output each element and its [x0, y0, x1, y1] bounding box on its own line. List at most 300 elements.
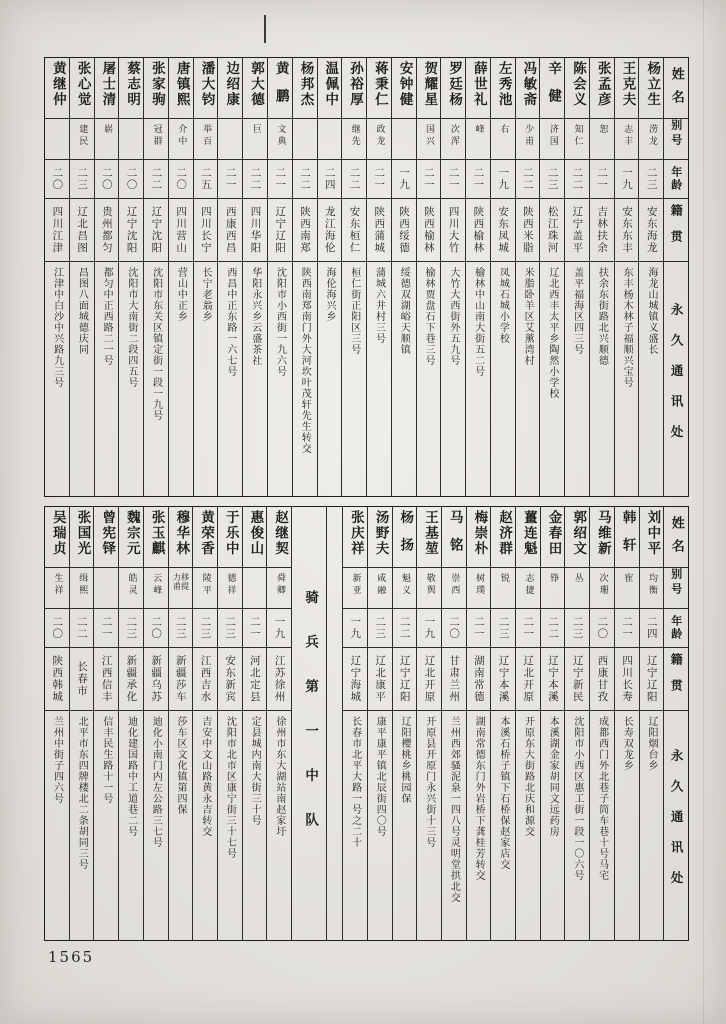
alias-cell	[639, 119, 663, 160]
native-place-cell	[70, 199, 94, 262]
address-cell-text: 本溪湖金家胡同文远药房	[547, 716, 559, 837]
alias-cell	[491, 568, 515, 609]
age-cell-text: 二一	[596, 167, 609, 191]
age-cell	[193, 609, 217, 648]
native-place-cell	[541, 648, 565, 711]
alias-cell-text: 继先	[349, 124, 360, 148]
directory-column	[168, 507, 193, 940]
age-cell	[393, 609, 417, 648]
native-place-cell-text: 陕西韩城	[51, 655, 64, 703]
native-place-cell-text: 江西信丰	[100, 655, 113, 703]
address-cell-text: 蒲城六井村三号	[373, 267, 385, 344]
address-cell-text: 榆林贾盘石下巷三号	[423, 267, 435, 366]
alias-cell	[640, 568, 664, 609]
alias-cell	[293, 119, 317, 160]
alias-cell-text: 崇西	[449, 573, 460, 597]
native-place-cell-text: 陕西榆林	[422, 206, 435, 254]
alias-cell	[565, 119, 589, 160]
age-cell-text: 一九	[497, 167, 510, 191]
name-cell	[94, 507, 118, 568]
name-cell	[516, 507, 540, 568]
alias-cell	[417, 119, 441, 160]
directory-table	[44, 57, 689, 941]
age-cell-text: 二三	[174, 616, 187, 640]
age-cell	[268, 160, 292, 199]
directory-column	[366, 58, 391, 496]
native-place-cell	[640, 648, 664, 711]
directory-column	[416, 507, 441, 940]
name-cell-text: 薛世礼	[470, 61, 487, 108]
alias-cell	[466, 119, 490, 160]
native-place-cell-text: 辽北昌图	[76, 206, 89, 254]
age-cell	[367, 160, 391, 199]
age-cell-text: 二二	[75, 616, 88, 640]
name-cell-text: 曾宪铎	[99, 510, 116, 557]
address-cell-text: 北平市东四牌楼北二条胡同三号	[76, 716, 88, 870]
address-cell	[70, 262, 94, 496]
name-cell	[267, 507, 291, 568]
name-cell	[392, 58, 416, 119]
name-cell-text: 梅崇朴	[471, 510, 488, 557]
header-name	[664, 58, 688, 119]
native-place-cell-text: 辽宁新民	[571, 655, 584, 703]
directory-column	[515, 58, 540, 496]
address-cell	[441, 262, 465, 496]
name-cell-text: 魏宗元	[123, 510, 140, 557]
age-cell	[516, 160, 540, 199]
directory-column	[392, 507, 417, 940]
alias-cell-text: 次珊	[597, 573, 608, 597]
age-cell	[70, 609, 94, 648]
native-place-cell	[218, 648, 242, 711]
native-place-cell	[516, 648, 540, 711]
name-cell-text: 黄鹏	[272, 61, 289, 116]
name-cell-text: 罗廷杨	[446, 61, 463, 108]
header-column	[663, 507, 688, 940]
name-cell	[218, 507, 242, 568]
address-cell-text: 沈阳市小西街一九六号	[274, 267, 286, 377]
name-cell-text: 刘中平	[644, 510, 661, 557]
address-cell	[194, 262, 218, 496]
name-cell-text: 王基堃	[422, 510, 438, 557]
address-cell-text: 江津中白沙中兴路九三号	[51, 267, 63, 388]
name-cell	[393, 507, 417, 568]
header-native-place	[664, 199, 688, 262]
native-place-cell	[268, 199, 292, 262]
name-cell-text: 左秀池	[495, 61, 512, 108]
address-cell-text: 营山中正乡	[175, 267, 187, 322]
directory-column	[539, 58, 564, 496]
header-native-place	[664, 648, 688, 711]
native-place-cell	[565, 648, 589, 711]
alias-cell	[144, 568, 168, 609]
address-cell	[193, 711, 217, 940]
age-cell	[243, 609, 267, 648]
address-cell-text: 昌图八面城德庆同	[76, 267, 88, 355]
native-place-cell	[293, 199, 317, 262]
native-place-cell	[343, 648, 367, 711]
address-cell-text: 榆林中山南大街五二号	[472, 267, 484, 377]
native-place-cell-text: 江苏徐州	[273, 655, 286, 703]
native-place-cell	[144, 199, 168, 262]
name-cell	[169, 58, 193, 119]
alias-cell-text: 峰	[473, 124, 484, 136]
age-cell	[218, 160, 242, 199]
native-place-cell	[639, 199, 663, 262]
age-cell	[441, 160, 465, 199]
address-cell	[442, 711, 466, 940]
directory-column	[193, 58, 218, 496]
name-cell-text: 张国光	[74, 510, 91, 557]
address-cell-text: 康平康平镇北辰街四〇号	[374, 716, 386, 837]
directory-column	[638, 58, 663, 496]
address-cell	[169, 711, 193, 940]
name-cell-text: 于乐中	[222, 510, 239, 557]
age-cell	[169, 160, 193, 199]
native-place-cell	[119, 648, 143, 711]
native-place-cell	[393, 648, 417, 711]
address-cell	[417, 711, 441, 940]
age-cell	[640, 609, 664, 648]
directory-column	[564, 58, 589, 496]
address-cell	[45, 262, 69, 496]
page-number: 1565	[48, 948, 95, 966]
name-cell-text: 边绍康	[223, 61, 240, 108]
name-cell-text: 杨扬	[397, 510, 414, 565]
age-cell	[466, 160, 490, 199]
native-place-cell-text: 四川营山	[175, 206, 188, 254]
age-cell-text: 二二	[521, 167, 534, 191]
age-cell	[590, 160, 614, 199]
address-cell-text: 开原县开原门永兴街十三号	[423, 716, 435, 848]
address-cell-text: 徐州市东大湖站南赵家圩	[273, 716, 285, 837]
name-cell	[540, 58, 564, 119]
age-cell-text: 二〇	[150, 616, 163, 640]
age-cell	[491, 609, 515, 648]
name-cell	[218, 58, 242, 119]
name-cell	[119, 507, 143, 568]
alias-cell-text: 树璞	[474, 573, 485, 597]
alias-cell-text: 丛	[572, 573, 583, 585]
age-cell	[70, 160, 94, 199]
native-place-cell	[442, 648, 466, 711]
address-cell-text: 辽阳樱桃乡桃园保	[399, 716, 410, 804]
directory-column	[367, 507, 392, 940]
name-cell-text: 薑连魁	[520, 510, 537, 557]
age-cell-text: 二一	[447, 167, 460, 191]
alias-cell-text: 少甫	[523, 124, 534, 148]
native-place-cell	[590, 648, 614, 711]
directory-column	[540, 507, 565, 940]
header-age-text: 年龄	[669, 615, 683, 641]
address-cell	[94, 711, 118, 940]
address-cell-text: 本溪石桥子镇下石桥保赵家店交	[497, 716, 509, 870]
address-cell-text: 迪化建国路中工道巷二号	[125, 716, 137, 837]
directory-column	[639, 507, 664, 940]
alias-cell	[218, 119, 242, 160]
native-place-cell	[45, 648, 69, 711]
directory-column	[118, 58, 143, 496]
name-cell	[193, 507, 217, 568]
address-cell	[144, 262, 168, 496]
header-age-text: 年龄	[669, 166, 683, 192]
alias-cell	[243, 568, 267, 609]
alias-cell	[516, 119, 540, 160]
header-alias	[664, 119, 688, 160]
native-place-cell-text: 贵州都匀	[100, 206, 113, 254]
name-cell-text: 蒋秉仁	[371, 61, 388, 108]
age-cell-text: 一九	[349, 616, 362, 640]
name-cell	[615, 58, 639, 119]
age-cell-text: 二三	[571, 616, 584, 640]
native-place-cell	[615, 199, 639, 262]
age-cell-text: 二三	[645, 167, 658, 191]
age-cell	[467, 609, 491, 648]
alias-cell	[70, 119, 94, 160]
alias-cell	[417, 568, 441, 609]
native-place-cell	[243, 199, 267, 262]
alias-cell	[540, 119, 564, 160]
name-cell-text: 唐镇熙	[173, 61, 190, 108]
age-cell	[565, 160, 589, 199]
header-age	[664, 160, 688, 199]
header-address-text: 永久通讯处	[669, 302, 685, 456]
native-place-cell	[169, 199, 193, 262]
age-cell-text: 二一	[522, 616, 535, 640]
header-column	[663, 58, 688, 496]
name-cell	[368, 507, 392, 568]
name-cell	[615, 507, 639, 568]
address-cell	[243, 262, 267, 496]
alias-cell-text: 崭	[102, 124, 113, 136]
name-cell	[194, 58, 218, 119]
address-cell-text: 成都西门外北巷子筒车巷十号马宅	[596, 716, 608, 881]
native-place-cell-text: 辽北康平	[374, 655, 387, 703]
name-cell	[466, 58, 490, 119]
header-age	[664, 609, 688, 648]
alias-cell-text: 志捷	[523, 573, 534, 597]
address-cell-text: 绥德双湖峪天顺镇	[398, 267, 410, 355]
alias-cell	[119, 119, 143, 160]
age-cell-text: 二二	[546, 616, 559, 640]
header-address	[664, 711, 688, 940]
alias-cell	[194, 119, 218, 160]
address-cell	[70, 711, 94, 940]
alias-cell	[615, 119, 639, 160]
name-cell-text: 郭绍文	[570, 510, 587, 557]
blank-cell	[327, 507, 342, 940]
address-cell	[268, 262, 292, 496]
address-cell	[368, 711, 392, 940]
age-cell	[540, 160, 564, 199]
alias-cell-text: 志丰	[622, 124, 633, 148]
name-cell-text: 郭大德	[247, 61, 264, 108]
age-cell-text: 一九	[620, 167, 633, 191]
name-cell	[565, 58, 589, 119]
alias-cell	[169, 119, 193, 160]
section-divider	[44, 497, 689, 506]
address-cell	[342, 262, 366, 496]
native-place-cell-text: 陕西米脂	[521, 206, 534, 254]
name-cell-text: 辛健	[545, 61, 562, 116]
native-place-cell-text: 安东新宾	[224, 655, 237, 703]
directory-column	[589, 507, 614, 940]
address-cell	[95, 262, 119, 496]
scan-edge-artifact	[703, 0, 704, 1024]
age-cell	[491, 160, 515, 199]
native-place-cell-text: 安东海龙	[645, 206, 658, 254]
age-cell	[144, 609, 168, 648]
age-cell-text: 二〇	[125, 167, 138, 191]
address-cell	[392, 262, 416, 496]
address-cell-text: 辽阳烟台乡	[646, 716, 658, 771]
age-cell-text: 二〇	[175, 167, 188, 191]
address-cell-text: 辽北西丰太平乡陶然小学校	[546, 267, 558, 399]
alias-cell	[615, 568, 639, 609]
name-cell-text: 冯敏斋	[520, 61, 537, 108]
address-cell-text: 长宁老翁乡	[200, 267, 212, 322]
age-cell	[590, 609, 614, 648]
address-cell-text: 沈阳市东关区镇定街一段一九号	[150, 267, 162, 421]
address-cell	[491, 711, 515, 940]
native-place-cell	[590, 199, 614, 262]
address-cell	[541, 711, 565, 940]
alias-cell	[516, 568, 540, 609]
age-cell	[119, 609, 143, 648]
directory-column	[341, 58, 366, 496]
name-cell-text: 温佩中	[322, 61, 339, 108]
native-place-cell	[95, 199, 119, 262]
address-cell-text: 兰州中街子四六号	[51, 716, 63, 804]
name-cell	[119, 58, 143, 119]
native-place-cell-text: 松江珠河	[546, 206, 559, 254]
directory-column	[168, 58, 193, 496]
address-cell	[169, 262, 193, 496]
address-cell	[417, 262, 441, 496]
age-cell-text: 二五	[199, 167, 212, 191]
address-cell-text: 西昌中正东路一六七号	[224, 267, 236, 377]
header-name-text: 姓名	[668, 66, 684, 113]
name-cell-text: 贺耀星	[421, 61, 438, 108]
alias-cell-text: 介中	[176, 124, 187, 148]
address-cell-text: 扶余东街路北兴顺德	[596, 267, 608, 366]
age-cell	[342, 160, 366, 199]
age-cell-text: 二一	[472, 616, 485, 640]
native-place-cell	[466, 199, 490, 262]
alias-cell	[565, 568, 589, 609]
age-cell	[615, 609, 639, 648]
native-place-cell-text: 新疆乌苏	[150, 655, 163, 703]
name-cell	[243, 58, 267, 119]
age-cell	[318, 160, 342, 199]
native-place-cell-text: 新疆莎车	[174, 655, 187, 703]
address-cell	[590, 711, 614, 940]
unit-label-cell	[292, 507, 326, 940]
name-cell	[516, 58, 540, 119]
directory-column	[217, 507, 242, 940]
address-cell	[590, 262, 614, 496]
native-place-cell	[243, 648, 267, 711]
address-cell	[491, 262, 515, 496]
alias-cell	[193, 568, 217, 609]
name-cell-text: 屠士清	[99, 61, 116, 108]
address-cell	[393, 711, 417, 940]
native-place-cell-text: 辽宁辽阳	[645, 655, 658, 703]
address-cell-text: 兰州西郊骚泥泉一四八号灵明堂拱北交	[448, 716, 460, 903]
directory-column	[391, 58, 416, 496]
alias-cell	[95, 119, 119, 160]
address-cell	[565, 711, 589, 940]
native-place-cell-text: 辽宁本溪	[546, 655, 559, 703]
name-cell-text: 吴瑞贞	[49, 510, 66, 557]
name-cell-text: 杨邦杰	[297, 61, 314, 108]
native-place-cell-text: 西康甘孜	[596, 655, 609, 703]
age-cell-text: 二一	[248, 616, 261, 640]
address-cell-text: 迪化小南门内左公路三七号	[150, 716, 162, 848]
name-cell-text: 张心觉	[74, 61, 91, 108]
alias-cell	[393, 568, 417, 609]
name-cell	[243, 507, 267, 568]
directory-column	[292, 58, 317, 496]
age-cell	[541, 609, 565, 648]
age-cell	[343, 609, 367, 648]
directory-column	[266, 507, 291, 940]
directory-column	[242, 58, 267, 496]
alias-cell-text: 锐	[498, 573, 509, 585]
address-cell-text: 东丰杨木林子福顺兴宝号	[621, 267, 633, 388]
address-cell	[343, 711, 367, 940]
alias-cell-text: 新亚	[350, 573, 361, 597]
address-cell-text: 湖南常德东门外岩桥下龚桂芳转交	[473, 716, 485, 881]
name-cell	[590, 507, 614, 568]
age-cell-text: 二一	[224, 167, 237, 191]
native-place-cell	[193, 648, 217, 711]
fold-mark	[264, 15, 266, 43]
alias-cell-text: 知仁	[572, 124, 583, 148]
directory-column	[93, 507, 118, 940]
native-place-cell-text: 湖南常德	[472, 655, 485, 703]
native-place-cell-text: 辽宁辽阳	[398, 655, 411, 703]
alias-cell	[442, 568, 466, 609]
directory-column	[490, 507, 515, 940]
age-cell-text: 二一	[373, 167, 386, 191]
header-name-text: 姓名	[668, 515, 684, 562]
name-cell	[144, 58, 168, 119]
name-cell-text: 王克夫	[619, 61, 636, 108]
alias-cell-text: 德祥	[225, 573, 236, 597]
native-place-cell-text: 辽宁本溪	[497, 655, 510, 703]
age-cell	[417, 160, 441, 199]
native-place-cell-text: 辽北开原	[423, 655, 436, 703]
alias-cell-text: 政龙	[374, 124, 385, 148]
address-cell-text: 桓仁街正阳区三号	[348, 267, 360, 355]
native-place-cell-text: 安东东丰	[620, 206, 633, 254]
age-cell-text: 二〇	[100, 167, 113, 191]
address-cell	[267, 711, 291, 940]
name-cell	[590, 58, 614, 119]
age-cell-text: 二四	[323, 167, 336, 191]
native-place-cell	[70, 648, 94, 711]
age-cell-text: 二一	[274, 167, 287, 191]
alias-cell	[70, 568, 94, 609]
alias-cell	[45, 119, 69, 160]
address-cell-text: 长春市北平大路一号之二十	[349, 716, 361, 848]
name-cell	[343, 507, 367, 568]
header-alias-text: 别号	[669, 568, 683, 598]
address-cell-text: 盖平福海区四三号	[571, 267, 583, 355]
name-cell	[95, 58, 119, 119]
name-cell-text: 黄继仲	[49, 61, 66, 108]
